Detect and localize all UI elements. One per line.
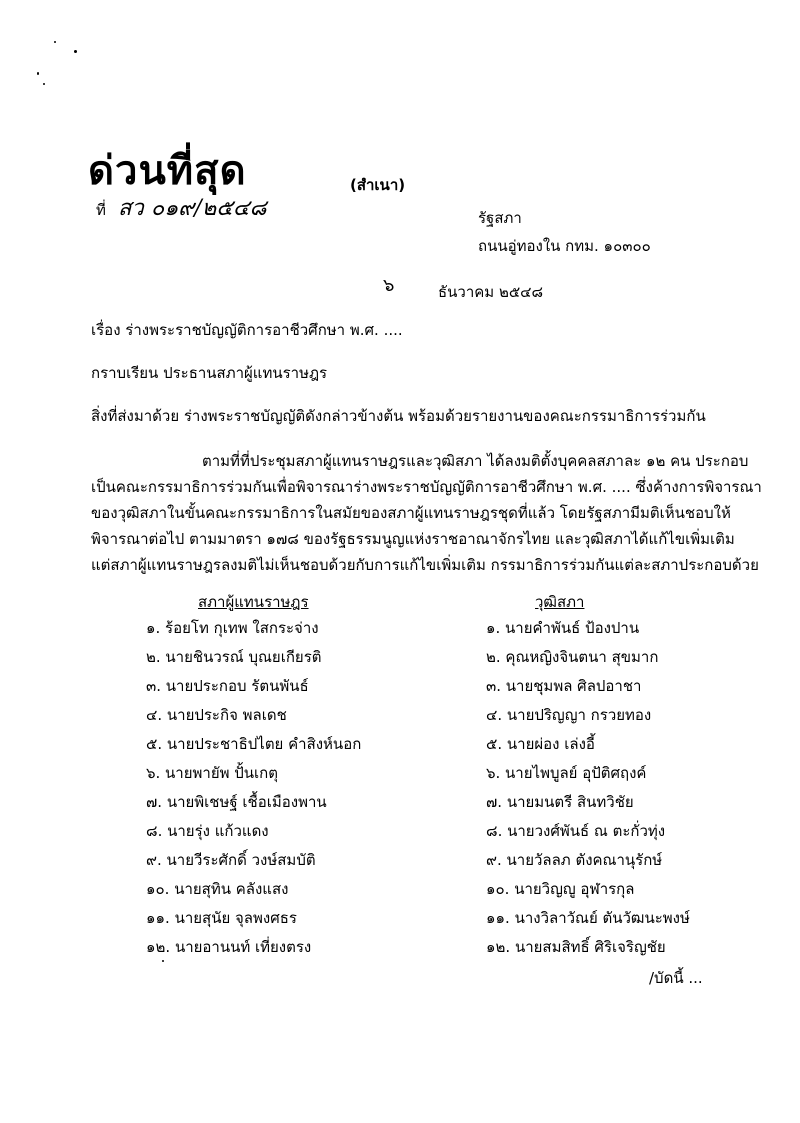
senate-member: ๑๑. นางวิลาวัณย์ ตันวัฒนะพงษ์ — [486, 909, 690, 927]
house-member: ๑๑. นายสุนัย จุลพงศธร — [146, 909, 297, 927]
body-line: เป็นคณะกรรมาธิการร่วมกันเพื่อพิจารณาร่างพระราชบัญญัติการอาชีวศึกษา พ.ศ. .... ซึ่งค้างการพิจารณา — [91, 478, 762, 496]
house-member: ๑. ร้อยโท กุเทพ ใสกระจ่าง — [146, 619, 319, 637]
scan-speck — [37, 72, 39, 75]
senate-member: ๗. นายมนตรี สินทวิชัย — [486, 793, 634, 811]
senate-member: ๑๒. นายสมสิทธิ์ ศิริเจริญชัย — [486, 938, 666, 956]
senate-member-list — [486, 614, 690, 962]
house-member: ๑๐. นายสุทิน คลังแสง — [146, 880, 289, 898]
senate-member: ๕. นายผ่อง เล่งอี้ — [486, 735, 595, 753]
house-member: ๗. นายพิเชษฐ์ เชื้อเมืองพาน — [146, 793, 327, 811]
senate-member: ๑๐. นายวิญญู อุฬารกุล — [486, 880, 635, 898]
body-paragraph — [91, 448, 762, 578]
house-member: ๘. นายรุ่ง แก้วแดง — [146, 822, 269, 840]
house-member: ๙. นายวีระศักดิ์ วงษ์สมบัติ — [146, 851, 316, 869]
date-day: ๖ — [383, 275, 395, 296]
senate-member: ๔. นายปริญญา กรวยทอง — [486, 706, 652, 724]
scan-speck — [54, 41, 56, 43]
senate-member: ๖. นายไพบูลย์ อุปัติศฤงค์ — [486, 764, 647, 782]
house-member: ๖. นายพายัพ ปั้นเกตุ — [146, 764, 279, 782]
senate-member: ๒. คุณหญิงจินตนา สุขมาก — [486, 648, 659, 666]
page-continuation: /บัดนี้ ... — [649, 969, 703, 987]
senate-member: ๘. นายวงศ์พันธ์ ณ ตะกั่วทุ่ง — [486, 822, 666, 840]
senate-column-title: วุฒิสภา — [535, 593, 585, 611]
senate-member: ๙. นายวัลลภ ตังคณานุรักษ์ — [486, 851, 663, 869]
body-line: แต่สภาผู้แทนราษฎรลงมติไม่เห็นชอบด้วยกับการแก้ไขเพิ่มเติม กรรมาธิการร่วมกันแต่ละสภาประกอบด้วย — [91, 556, 759, 574]
scan-speck — [74, 50, 77, 53]
salutation-line: กราบเรียน ประธานสภาผู้แทนราษฎร — [91, 364, 328, 382]
house-member: ๑๒. นายอานนท์ เที่ยงตรง — [146, 938, 312, 956]
doc-number: สว ๐๑๙/๒๕๔๘ — [118, 196, 267, 221]
scan-speck — [43, 83, 45, 85]
sender-organization: รัฐสภา — [478, 209, 522, 227]
sender-address: ถนนอู่ทองใน กทม. ๑๐๓๐๐ — [478, 237, 651, 255]
house-member: ๔. นายประกิจ พลเดช — [146, 706, 287, 724]
copy-mark: (สำเนา) — [350, 176, 406, 194]
house-member: ๓. นายประกอบ รัตนพันธ์ — [146, 677, 309, 695]
doc-number-label: ที่ — [96, 201, 106, 219]
senate-member: ๓. นายชุมพล ศิลปอาชา — [486, 677, 642, 695]
body-line: ของวุฒิสภาในขั้นคณะกรรมาธิการในสมัยของสภาผู้แทนราษฎรชุดที่แล้ว โดยรัฐสภามีมติเห็นชอบให้ — [91, 504, 731, 522]
house-member-list — [146, 614, 361, 962]
house-column-title: สภาผู้แทนราษฎร — [198, 593, 309, 611]
senate-member: ๑. นายคำพันธ์ ป้องปาน — [486, 619, 640, 637]
enclosure-line: สิ่งที่ส่งมาด้วย ร่างพระราชบัญญัติดังกล่าวข้างต้น พร้อมด้วยรายงานของคณะกรรมาธิการร่วมกัน — [91, 407, 706, 425]
subject-line: เรื่อง ร่างพระราชบัญญัติการอาชีวศึกษา พ.ศ. .... — [91, 321, 403, 339]
body-line: ตามที่ที่ประชุมสภาผู้แทนราษฎรและวุฒิสภา ได้ลงมติตั้งบุคคลสภาละ ๑๒ คน ประกอบ — [202, 452, 749, 470]
house-member: ๒. นายชินวรณ์ บุณยเกียรติ — [146, 648, 322, 666]
date-month-year: ธันวาคม ๒๕๔๘ — [438, 283, 544, 301]
house-member: ๕. นายประชาธิปไตย คำสิงห์นอก — [146, 735, 362, 753]
body-line: พิจารณาต่อไป ตามมาตรา ๑๗๘ ของรัฐธรรมนูญแห่งราชอาณาจักรไทย และวุฒิสภาได้แก้ไขเพิ่มเติม — [91, 530, 735, 548]
urgency-heading: ด่วนที่สุด — [88, 147, 247, 194]
